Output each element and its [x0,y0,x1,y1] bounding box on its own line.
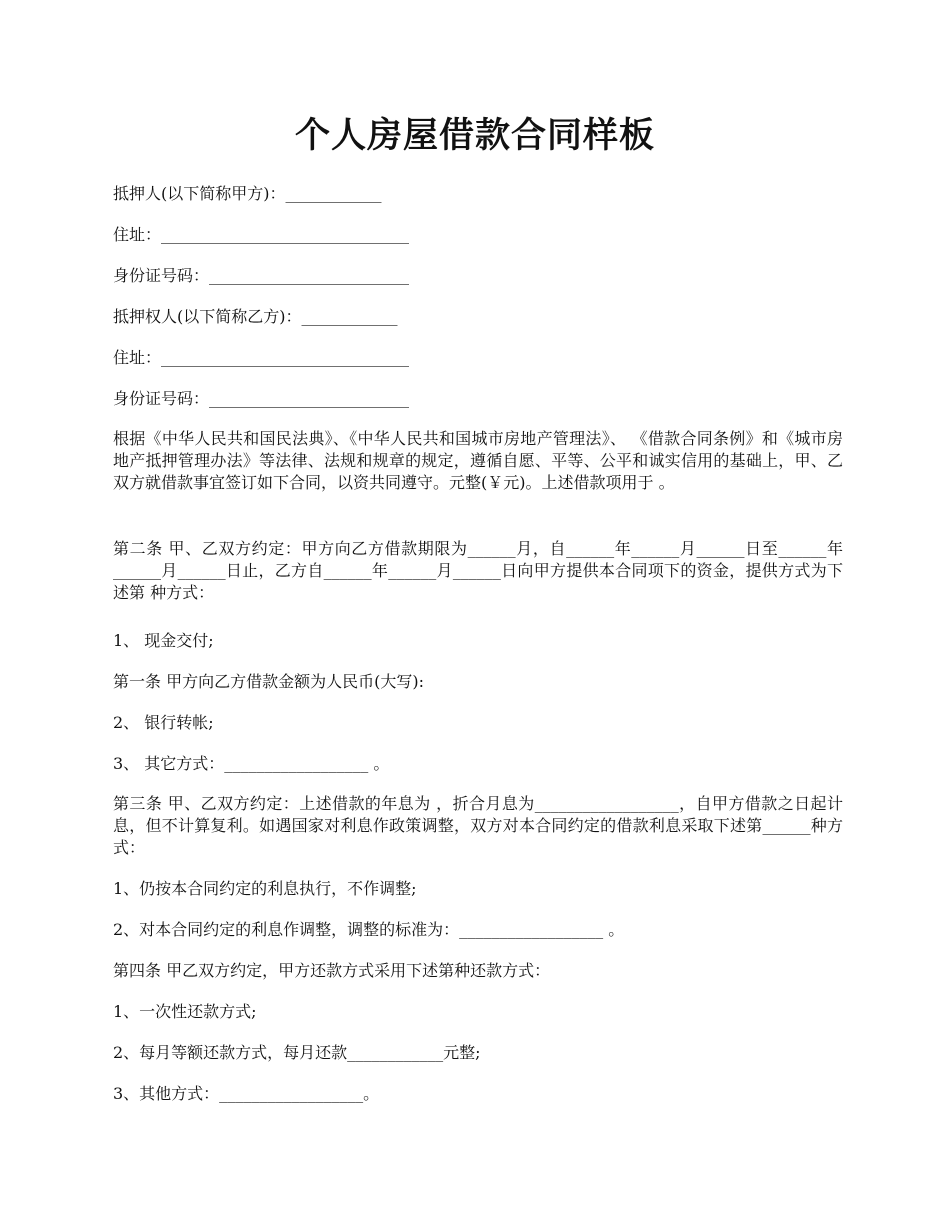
list-item: 2、每月等额还款方式，每月还款____________元整; [113,1043,481,1062]
article-2-paragraph: 第二条 甲、乙双方约定：甲方向乙方借款期限为______月，自______年______月______日至______年______月______日止，乙方自______年______月______日向甲方提供本合同项下的资金，提供方式为下述第 种方式： [113,539,843,602]
list-item: 3、 其它方式：__________________ 。 [113,754,390,773]
article-3-paragraph: 第三条 甲、乙双方约定：上述借款的年息为 ，折合月息为__________________，自甲方借款之日起计息，但不计算复利。如遇国家对利息作政策调整，双方对本合同约定的借款利息采取下述第______种方式： [113,794,843,857]
list-item: 1、一次性还款方式; [113,1002,257,1021]
list-item: 2、 银行转帐; [113,713,214,732]
mortgagor-address-line: 住址：_______________________________ [113,225,410,244]
preamble-paragraph: 根据《中华人民共和国民法典》、《中华人民共和国城市房地产管理法》、 《借款合同条例》和《城市房地产抵押管理办法》等法律、法规和规章的规定，遵循自愿、平等、公平和诚实信用的基础上，甲、乙双方就借款事宜签订如下合同，以资共同遵守。元整(￥元)。上述借款项用于 。 [113,429,843,492]
mortgagee-id-line: 身份证号码：_________________________ [113,389,410,408]
list-item: 3、其他方式：__________________。 [113,1084,380,1103]
mortgagee-address-line: 住址：_______________________________ [113,348,410,367]
mortgagee-line: 抵押权人(以下简称乙方)：____________ [113,307,398,326]
article-4-paragraph: 第四条 甲乙双方约定，甲方还款方式采用下述第种还款方式： [113,961,551,980]
list-item: 1、 现金交付; [113,631,214,650]
list-item: 1、仍按本合同约定的利息执行，不作调整; [113,879,417,898]
mortgagor-line: 抵押人(以下简称甲方)：____________ [113,184,382,203]
mortgagor-id-line: 身份证号码：_________________________ [113,266,410,285]
list-item: 2、对本合同约定的利息作调整，调整的标准为：__________________ 。 [113,920,625,939]
document-title: 个人房屋借款合同样板 [294,115,655,156]
article-1-paragraph: 第一条 甲方向乙方借款金额为人民币(大写): [113,672,424,691]
